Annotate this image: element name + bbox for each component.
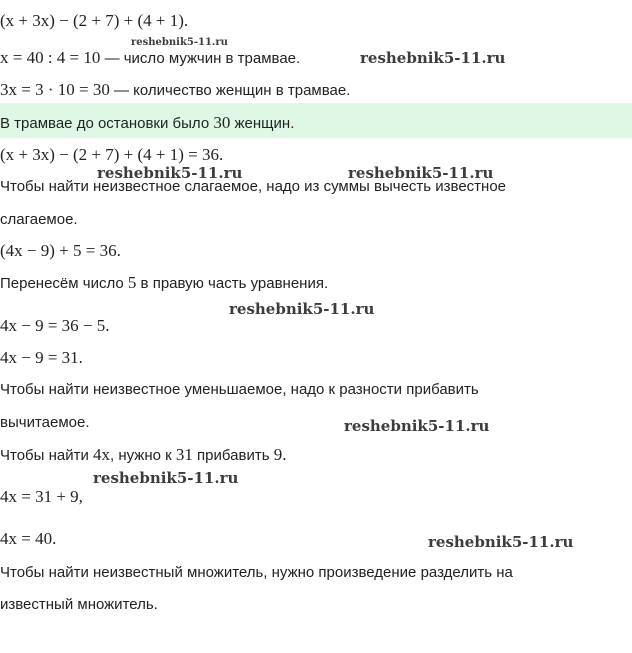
watermark: reshebnik5-11.ru xyxy=(360,49,506,67)
watermark: reshebnik5-11.ru xyxy=(348,164,494,182)
transfer-note-line: Перенесём число 5 в правую часть уравнения. xyxy=(0,273,329,292)
find-4x-line: Чтобы найти 4x, нужно к 31 прибавить 9. xyxy=(0,445,287,464)
equation-step-5: 4x = 40. xyxy=(0,529,57,548)
rule-addend-line-1: Чтобы найти неизвестное слагаемое, надо из суммы вычесть известное xyxy=(0,178,507,195)
rule-minuend-line-2: вычитаемое. xyxy=(0,414,90,431)
equation-line: (x + 3x) − (2 + 7) + (4 + 1) = 36. xyxy=(0,145,224,164)
watermark: reshebnik5-11.ru xyxy=(131,37,228,48)
watermark: reshebnik5-11.ru xyxy=(344,417,490,435)
watermark: reshebnik5-11.ru xyxy=(93,469,239,487)
equation-step-3: 4x − 9 = 31. xyxy=(0,348,83,367)
rule-factor-line-2: известный множитель. xyxy=(0,596,158,613)
women-count-line: 3x = 3 · 10 = 30 — количество женщин в трамвае. xyxy=(0,80,351,99)
rule-minuend-line-1: Чтобы найти неизвестное уменьшаемое, надо к разности прибавить xyxy=(0,381,479,398)
equation-step-1: (4x − 9) + 5 = 36. xyxy=(0,241,121,260)
equation-step-2: 4x − 9 = 36 − 5. xyxy=(0,316,110,335)
men-count-line: x = 40 : 4 = 10 — число мужчин в трамвае. xyxy=(0,48,301,67)
watermark: reshebnik5-11.ru xyxy=(428,533,574,551)
equation-step-4: 4x = 31 + 9, xyxy=(0,487,83,506)
answer-line: В трамвае до остановки было 30 женщин. xyxy=(0,113,295,132)
expression-line: (x + 3x) − (2 + 7) + (4 + 1). xyxy=(0,11,189,30)
watermark: reshebnik5-11.ru xyxy=(97,164,243,182)
rule-addend-line-2: слагаемое. xyxy=(0,211,78,228)
watermark: reshebnik5-11.ru xyxy=(229,300,375,318)
rule-factor-line-1: Чтобы найти неизвестный множитель, нужно произведение разделить на xyxy=(0,564,513,581)
